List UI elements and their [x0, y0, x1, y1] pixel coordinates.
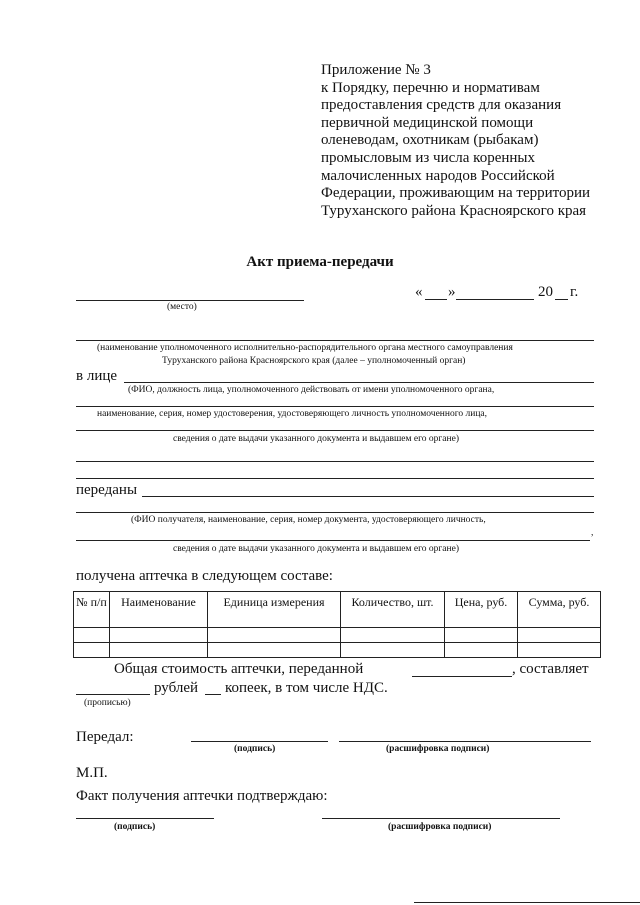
col-header-sum: Сумма, руб.	[518, 592, 601, 628]
total-line-end: , составляет	[512, 661, 589, 677]
transferred-line-3	[76, 540, 590, 541]
authority-caption-1: (наименование уполномоченного исполнительно-распорядительного органа местного самоуправления	[97, 343, 513, 353]
person-caption-3: сведения о дате выдачи указанного документа и выдавшем его органе)	[173, 434, 459, 444]
rubles-line	[76, 694, 150, 695]
handed-decoding-line	[339, 741, 591, 742]
person-line	[124, 382, 594, 383]
date-year-line	[555, 299, 568, 300]
kopecks-line	[205, 694, 221, 695]
header-line: к Порядку, перечню и нормативам	[321, 79, 540, 96]
header-line: оленеводам, охотникам (рыбакам)	[321, 132, 539, 149]
transferred-caption-2: сведения о дате выдачи указанного документа и выдавшем его органе)	[173, 544, 459, 554]
header-line: малочисленных народов Российской	[321, 167, 555, 184]
header-line: первичной медицинской помощи	[321, 114, 534, 131]
blank-line-2	[76, 478, 594, 479]
date-year-prefix: 20	[538, 284, 553, 300]
footer-rule	[414, 902, 640, 903]
confirm-signature-caption: (подпись)	[114, 822, 156, 832]
person-prefix: в лице	[76, 368, 118, 384]
date-day-line	[425, 299, 447, 300]
header-line: Приложение № 3	[321, 62, 431, 78]
handed-signature-caption: (подпись)	[234, 744, 276, 754]
person-line-3	[76, 430, 594, 431]
person-caption-1: (ФИО, должность лица, уполномоченного действовать от имени уполномоченного органа,	[128, 385, 495, 395]
col-header-quantity: Количество, шт.	[341, 592, 445, 628]
date-open-quote: «	[415, 284, 423, 300]
transferred-comma: ,	[591, 528, 594, 538]
col-header-unit: Единица измерения	[208, 592, 341, 628]
date-close-quote: »	[448, 284, 456, 300]
table-row	[74, 643, 601, 658]
stamp-placeholder: М.П.	[76, 765, 108, 781]
handed-signature-line	[191, 741, 328, 742]
confirm-decoding-caption: (расшифровка подписи)	[388, 822, 492, 832]
amount-words-caption: (прописью)	[84, 698, 131, 708]
header-line: промысловым из числа коренных	[321, 149, 535, 166]
kopecks-text: копеек, в том числе НДС.	[225, 680, 388, 696]
header-line: предоставления средств для оказания	[321, 97, 562, 114]
person-caption-2: наименование, серия, номер удостоверения, удостоверяющего личность уполномоченного лица,	[97, 409, 487, 419]
blank-line-1	[76, 461, 594, 462]
transferred-prefix: переданы	[76, 482, 138, 498]
col-header-price: Цена, руб.	[445, 592, 518, 628]
appendix-header	[321, 62, 621, 220]
confirm-signature-line	[76, 818, 214, 819]
total-line-start: Общая стоимость аптечки, переданной	[114, 661, 364, 677]
authority-line	[76, 340, 594, 341]
handed-decoding-caption: (расшифровка подписи)	[386, 744, 490, 754]
table-header-row	[74, 592, 601, 628]
transferred-caption-1: (ФИО получателя, наименование, серия, номер документа, удостоверяющего личность,	[131, 515, 486, 525]
received-intro: получена аптечка в следующем составе:	[76, 568, 333, 584]
date-month-line	[456, 299, 534, 300]
confirm-decoding-line	[322, 818, 560, 819]
document-title: Акт приема-передачи	[246, 254, 394, 270]
table-row	[74, 628, 601, 643]
rubles-word: рублей	[154, 680, 199, 696]
handed-over-label: Передал:	[76, 729, 134, 745]
kit-composition-table	[73, 591, 601, 658]
confirm-label: Факт получения аптечки подтверждаю:	[76, 788, 328, 804]
place-caption: (место)	[167, 302, 197, 312]
transferred-line	[142, 496, 594, 497]
header-line: Туруханского района Красноярского края	[321, 202, 587, 219]
person-line-2	[76, 406, 594, 407]
transferred-line-2	[76, 512, 594, 513]
col-header-name: Наименование	[110, 592, 208, 628]
authority-caption-2: Туруханского района Красноярского края (далее – уполномоченный орган)	[162, 356, 466, 366]
place-line	[76, 300, 304, 301]
header-line: Федерации, проживающим на территории	[321, 185, 591, 202]
total-amount-line	[412, 676, 512, 677]
col-header-number: № п/п	[74, 592, 110, 628]
date-year-suffix: г.	[570, 284, 579, 300]
